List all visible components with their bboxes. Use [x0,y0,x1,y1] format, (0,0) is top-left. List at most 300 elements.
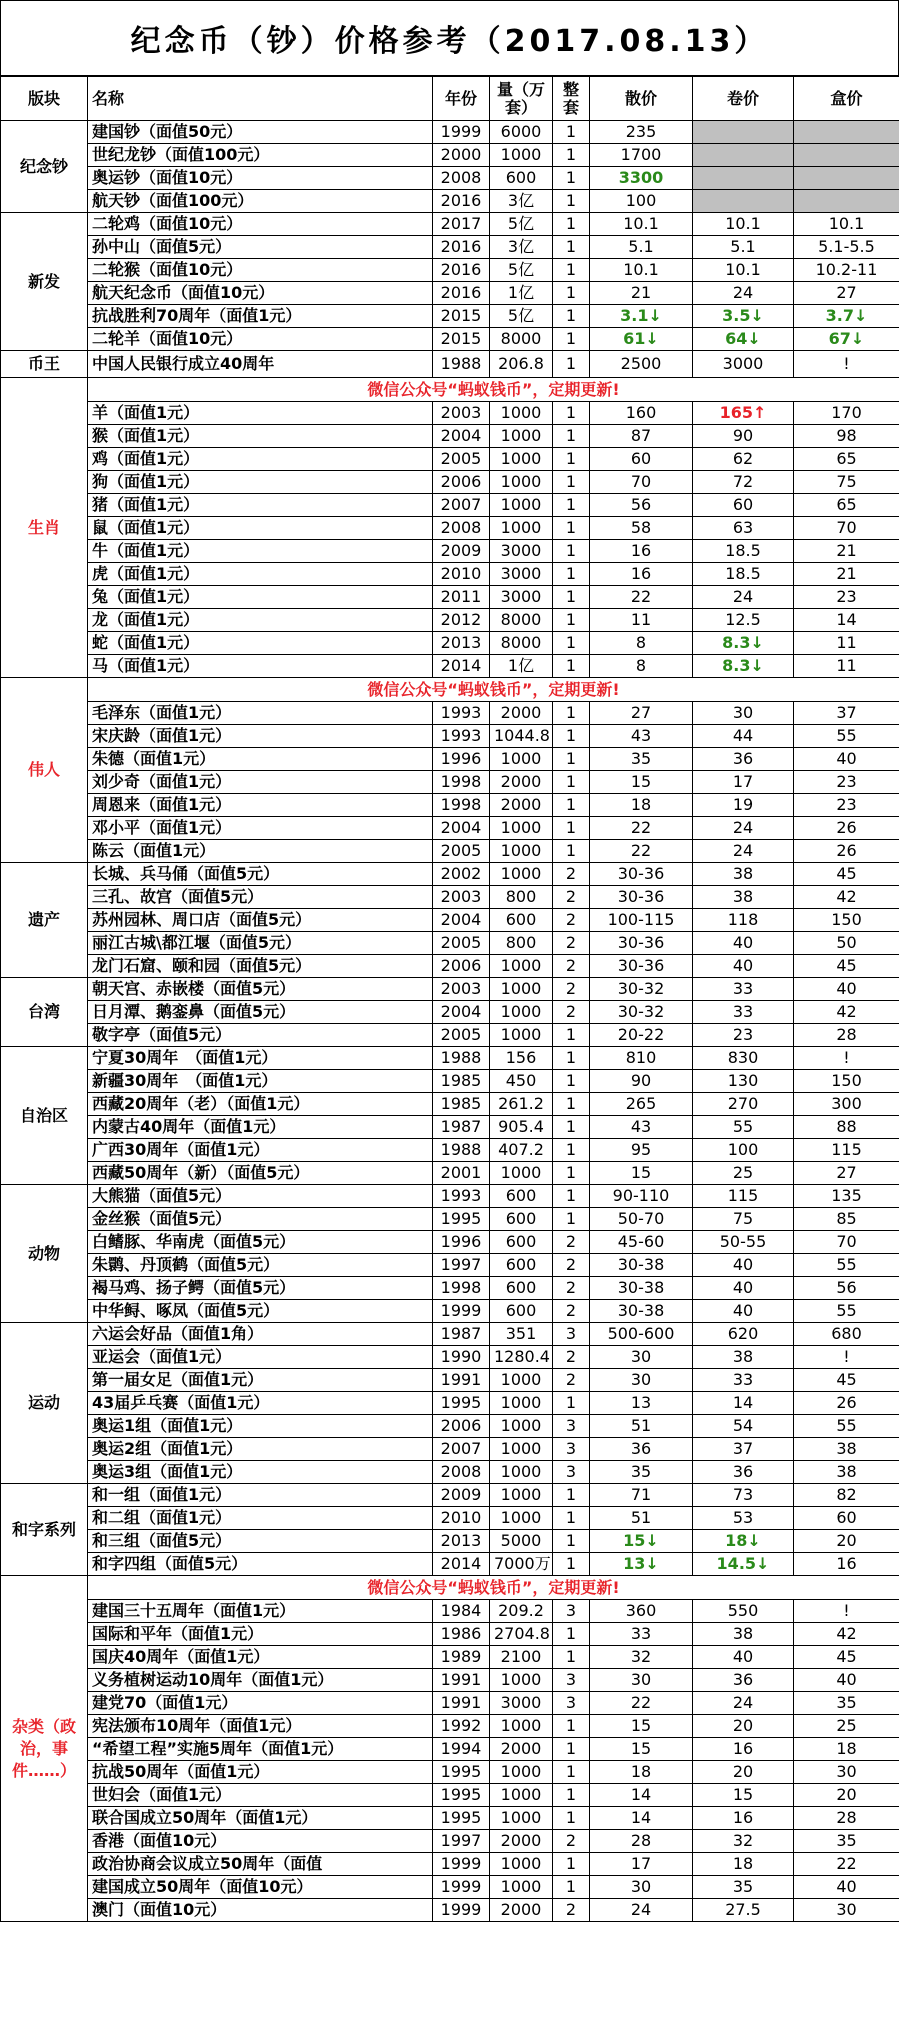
table-row [1,1231,899,1254]
set-count: 1 [553,1738,590,1761]
year: 2016 [433,259,490,282]
set-count: 2 [553,909,590,932]
quantity: 1000 [490,471,553,494]
quantity: 1000 [490,1784,553,1807]
table-row [1,1162,899,1185]
roll-price: 38 [693,863,794,886]
coin-name: 三孔、故宫（面值5元） [88,886,433,909]
quantity: 1000 [490,817,553,840]
table-row [1,1761,899,1784]
table-row [1,748,899,771]
set-count: 1 [553,725,590,748]
roll-price: 40 [693,932,794,955]
notice-row [1,1576,899,1600]
year: 2008 [433,1461,490,1484]
year: 2005 [433,448,490,471]
quantity: 1000 [490,978,553,1001]
box-price: ! [794,351,899,378]
quantity: 1000 [490,517,553,540]
coin-name: 刘少奇（面值1元） [88,771,433,794]
year: 1998 [433,771,490,794]
table-row [1,1185,899,1208]
set-count: 2 [553,978,590,1001]
coin-name: 亚运会（面值1元） [88,1346,433,1369]
year: 1996 [433,748,490,771]
year: 2001 [433,1162,490,1185]
loose-price: 27 [590,702,693,725]
table-row [1,1484,899,1507]
loose-price: 43 [590,1116,693,1139]
loose-price [590,1530,693,1553]
coin-name: 二轮羊（面值10元） [88,328,433,351]
section-label: 生肖 [1,378,88,678]
loose-price: 13 [590,1392,693,1415]
loose-price: 235 [590,121,693,144]
year: 2006 [433,471,490,494]
quantity: 1000 [490,1369,553,1392]
table-row [1,1300,899,1323]
header-section: 版块 [1,77,88,121]
year: 1993 [433,1185,490,1208]
box-price: 27 [794,282,899,305]
set-count: 2 [553,863,590,886]
coin-name: 蛇（面值1元） [88,632,433,655]
quantity: 1000 [490,1461,553,1484]
loose-price: 100 [590,190,693,213]
year: 2004 [433,1001,490,1024]
loose-price: 160 [590,402,693,425]
coin-name: 内蒙古40周年（面值1元） [88,1116,433,1139]
year: 1984 [433,1600,490,1623]
set-count: 1 [553,563,590,586]
roll-price: 23 [693,1024,794,1047]
box-price: 26 [794,840,899,863]
roll-price: 55 [693,1116,794,1139]
roll-price: 40 [693,1300,794,1323]
roll-price: 33 [693,1369,794,1392]
box-price: 25 [794,1715,899,1738]
loose-price: 30-36 [590,955,693,978]
roll-price: 36 [693,1669,794,1692]
roll-price: 24 [693,840,794,863]
roll-price: 620 [693,1323,794,1346]
coin-name: 孙中山（面值5元） [88,236,433,259]
set-count: 1 [553,1047,590,1070]
box-price: 35 [794,1830,899,1853]
quantity: 600 [490,1254,553,1277]
loose-price: 15 [590,1738,693,1761]
coin-name: 国庆40周年（面值1元） [88,1646,433,1669]
set-count: 1 [553,425,590,448]
loose-price [590,167,693,190]
set-count: 1 [553,1876,590,1899]
set-count: 3 [553,1669,590,1692]
set-count: 2 [553,1899,590,1922]
box-price: 56 [794,1277,899,1300]
roll-price [693,144,794,167]
table-row [1,448,899,471]
year: 1999 [433,1899,490,1922]
box-price: 55 [794,1415,899,1438]
loose-price [590,328,693,351]
box-price: 20 [794,1530,899,1553]
roll-price: 16 [693,1738,794,1761]
coin-name: 广西30周年（面值1元） [88,1139,433,1162]
roll-price [693,305,794,328]
year: 1995 [433,1761,490,1784]
roll-price: 60 [693,494,794,517]
quantity: 600 [490,1300,553,1323]
year: 1999 [433,1876,490,1899]
table-body [1,121,899,1922]
year: 1986 [433,1623,490,1646]
roll-price: 10.1 [693,259,794,282]
quantity: 450 [490,1070,553,1093]
coin-name: 鼠（面值1元） [88,517,433,540]
table-row [1,1001,899,1024]
coin-name: 第一届女足（面值1元） [88,1369,433,1392]
year: 1993 [433,702,490,725]
quantity: 1000 [490,1807,553,1830]
quantity: 3000 [490,1692,553,1715]
loose-price: 5.1 [590,236,693,259]
notice-row [1,678,899,702]
coin-name: 和三组（面值5元） [88,1530,433,1553]
coin-name: 鸡（面值1元） [88,448,433,471]
coin-name: 西藏20周年（老）（面值1元） [88,1093,433,1116]
quantity: 3000 [490,563,553,586]
year: 1987 [433,1116,490,1139]
quantity: 1000 [490,1001,553,1024]
quantity: 2000 [490,771,553,794]
coin-name: 朱鹮、丹顶鹤（面值5元） [88,1254,433,1277]
header-name: 名称 [88,77,433,121]
quantity: 800 [490,886,553,909]
year: 1991 [433,1669,490,1692]
loose-price: 30-36 [590,863,693,886]
box-price: 22 [794,1853,899,1876]
roll-price: 40 [693,1646,794,1669]
loose-price: 30 [590,1669,693,1692]
box-price: 75 [794,471,899,494]
quantity: 1000 [490,1853,553,1876]
quantity: 1亿 [490,655,553,678]
loose-price: 11 [590,609,693,632]
loose-price: 1700 [590,144,693,167]
coin-name: 龙（面值1元） [88,609,433,632]
notice-text: 微信公众号“蚂蚁钱币”，定期更新! [88,678,899,702]
roll-price: 24 [693,586,794,609]
section-label: 台湾 [1,978,88,1047]
loose-price: 14 [590,1784,693,1807]
quantity: 1000 [490,1669,553,1692]
roll-price-value: 8.3↓ [722,633,764,652]
roll-price: 37 [693,1438,794,1461]
header-roll-price: 卷价 [693,77,794,121]
table-row [1,1715,899,1738]
year: 1991 [433,1369,490,1392]
box-price: 20 [794,1784,899,1807]
set-count: 1 [553,1715,590,1738]
coin-name: 猴（面值1元） [88,425,433,448]
quantity: 2000 [490,1738,553,1761]
quantity: 1000 [490,748,553,771]
year: 2012 [433,609,490,632]
loose-price: 60 [590,448,693,471]
set-count: 1 [553,328,590,351]
box-price: 30 [794,1761,899,1784]
table-row [1,471,899,494]
page-title: 纪念币（钞）价格参考（2017.08.13） [0,0,899,76]
roll-price: 38 [693,1346,794,1369]
quantity: 209.2 [490,1600,553,1623]
roll-price [693,167,794,190]
table-row [1,1369,899,1392]
year: 1988 [433,1139,490,1162]
loose-price [590,305,693,328]
year: 2005 [433,1024,490,1047]
box-price: 28 [794,1024,899,1047]
loose-price: 30-36 [590,932,693,955]
section-label: 遗产 [1,863,88,978]
year: 1994 [433,1738,490,1761]
coin-name: “希望工程”实施5周年（面值1元） [88,1738,433,1761]
box-price: 11 [794,632,899,655]
table-row [1,282,899,305]
box-price [794,328,899,351]
box-price: 18 [794,1738,899,1761]
table-row [1,1254,899,1277]
table-row [1,1830,899,1853]
loose-price: 28 [590,1830,693,1853]
quantity: 1000 [490,1715,553,1738]
roll-price [693,402,794,425]
set-count: 1 [553,748,590,771]
loose-price: 35 [590,748,693,771]
coin-name: 邓小平（面值1元） [88,817,433,840]
roll-price: 3000 [693,351,794,378]
quantity: 261.2 [490,1093,553,1116]
roll-price: 18.5 [693,563,794,586]
roll-price: 115 [693,1185,794,1208]
loose-price-value: 13↓ [623,1554,659,1573]
quantity: 600 [490,1208,553,1231]
loose-price: 71 [590,1484,693,1507]
set-count: 3 [553,1461,590,1484]
coin-name: 43届乒乓赛（面值1元） [88,1392,433,1415]
year: 2010 [433,563,490,586]
quantity: 1000 [490,1415,553,1438]
loose-price: 18 [590,1761,693,1784]
table-row [1,1024,899,1047]
roll-price: 53 [693,1507,794,1530]
table-row [1,886,899,909]
roll-price: 20 [693,1715,794,1738]
quantity: 5亿 [490,213,553,236]
set-count: 1 [553,121,590,144]
coin-name: 朱德（面值1元） [88,748,433,771]
coin-name: 长城、兵马俑（面值5元） [88,863,433,886]
box-price: 23 [794,586,899,609]
header-row [1,77,899,121]
roll-price: 72 [693,471,794,494]
box-price: 5.1-5.5 [794,236,899,259]
coin-name: 牛（面值1元） [88,540,433,563]
loose-price: 10.1 [590,213,693,236]
set-count: 2 [553,1346,590,1369]
set-count: 1 [553,1553,590,1576]
year: 2011 [433,586,490,609]
set-count: 1 [553,1807,590,1830]
coin-name: 马（面值1元） [88,655,433,678]
quantity: 2000 [490,1899,553,1922]
coin-name: 中国人民银行成立40周年 [88,351,433,378]
year: 2005 [433,840,490,863]
box-price: 65 [794,494,899,517]
quantity: 3亿 [490,190,553,213]
set-count: 1 [553,1139,590,1162]
roll-price [693,655,794,678]
loose-price-value: 3300 [618,168,664,187]
table-row [1,259,899,282]
box-price: 135 [794,1185,899,1208]
year: 2009 [433,1484,490,1507]
coin-name: 奥运2组（面值1元） [88,1438,433,1461]
year: 1996 [433,1231,490,1254]
roll-price [693,121,794,144]
table-row [1,1461,899,1484]
set-count: 1 [553,794,590,817]
coin-name: 周恩来（面值1元） [88,794,433,817]
table-row [1,213,899,236]
roll-price: 40 [693,1277,794,1300]
table-row [1,1047,899,1070]
header-quantity: 量（万套） [490,77,553,121]
coin-name: 抗战50周年（面值1元） [88,1761,433,1784]
coin-name: 狗（面值1元） [88,471,433,494]
set-count: 1 [553,517,590,540]
quantity: 206.8 [490,351,553,378]
roll-price: 38 [693,1623,794,1646]
roll-price: 10.1 [693,213,794,236]
table-row [1,167,899,190]
table-row [1,840,899,863]
header-set: 整套 [553,77,590,121]
roll-price: 20 [693,1761,794,1784]
loose-price: 15 [590,771,693,794]
set-count: 2 [553,1369,590,1392]
year: 1991 [433,1692,490,1715]
roll-price: 15 [693,1784,794,1807]
roll-price: 24 [693,817,794,840]
set-count: 1 [553,1070,590,1093]
loose-price: 22 [590,840,693,863]
year: 2013 [433,1530,490,1553]
quantity: 6000 [490,121,553,144]
box-price: 70 [794,1231,899,1254]
year: 1987 [433,1323,490,1346]
year: 1999 [433,1853,490,1876]
year: 1990 [433,1346,490,1369]
roll-price-value: 64↓ [725,329,761,348]
quantity: 351 [490,1323,553,1346]
year: 2002 [433,863,490,886]
section-label: 动物 [1,1185,88,1323]
quantity: 1000 [490,1024,553,1047]
roll-price [693,632,794,655]
roll-price-value: 165↑ [719,403,767,422]
coin-name: 褐马鸡、扬子鳄（面值5元） [88,1277,433,1300]
box-price: 40 [794,1876,899,1899]
coin-name: 抗战胜利70周年（面值1元） [88,305,433,328]
year: 2007 [433,1438,490,1461]
section-label: 运动 [1,1323,88,1484]
loose-price: 70 [590,471,693,494]
year: 2015 [433,305,490,328]
loose-price: 24 [590,1899,693,1922]
notice-text: 微信公众号“蚂蚁钱币”，定期更新! [88,1576,899,1600]
set-count: 1 [553,1530,590,1553]
coin-name: 和字四组（面值5元） [88,1553,433,1576]
loose-price: 500-600 [590,1323,693,1346]
loose-price: 265 [590,1093,693,1116]
roll-price: 25 [693,1162,794,1185]
quantity: 1000 [490,144,553,167]
year: 2015 [433,328,490,351]
loose-price: 20-22 [590,1024,693,1047]
roll-price [693,328,794,351]
set-count: 1 [553,213,590,236]
year: 1995 [433,1208,490,1231]
quantity: 2100 [490,1646,553,1669]
coin-name: 建国钞（面值50元） [88,121,433,144]
set-count: 1 [553,609,590,632]
box-price: 23 [794,794,899,817]
set-count: 3 [553,1323,590,1346]
year: 1988 [433,1047,490,1070]
loose-price: 8 [590,655,693,678]
coin-name: 国际和平年（面值1元） [88,1623,433,1646]
roll-price: 40 [693,955,794,978]
loose-price: 90 [590,1070,693,1093]
loose-price: 33 [590,1623,693,1646]
loose-price: 30-36 [590,886,693,909]
coin-name: 建国成立50周年（面值10元） [88,1876,433,1899]
box-price: 23 [794,771,899,794]
table-row [1,1507,899,1530]
coin-name: 丽江古城\都江堰（面值5元） [88,932,433,955]
coin-name: 龙门石窟、颐和园（面值5元） [88,955,433,978]
box-price: 21 [794,540,899,563]
box-price: 40 [794,978,899,1001]
set-count: 2 [553,1277,590,1300]
roll-price [693,190,794,213]
loose-price: 360 [590,1600,693,1623]
quantity: 600 [490,1185,553,1208]
coin-name: 日月潭、鹅銮鼻（面值5元） [88,1001,433,1024]
box-price: 55 [794,725,899,748]
set-count: 2 [553,886,590,909]
quantity: 1000 [490,1507,553,1530]
coin-name: 六运会好品（面值1角） [88,1323,433,1346]
coin-name: 陈云（面值1元） [88,840,433,863]
set-count: 1 [553,1024,590,1047]
roll-price: 24 [693,282,794,305]
box-price-value: 3.7↓ [825,306,868,325]
year: 2003 [433,402,490,425]
box-price: 170 [794,402,899,425]
quantity: 1000 [490,863,553,886]
